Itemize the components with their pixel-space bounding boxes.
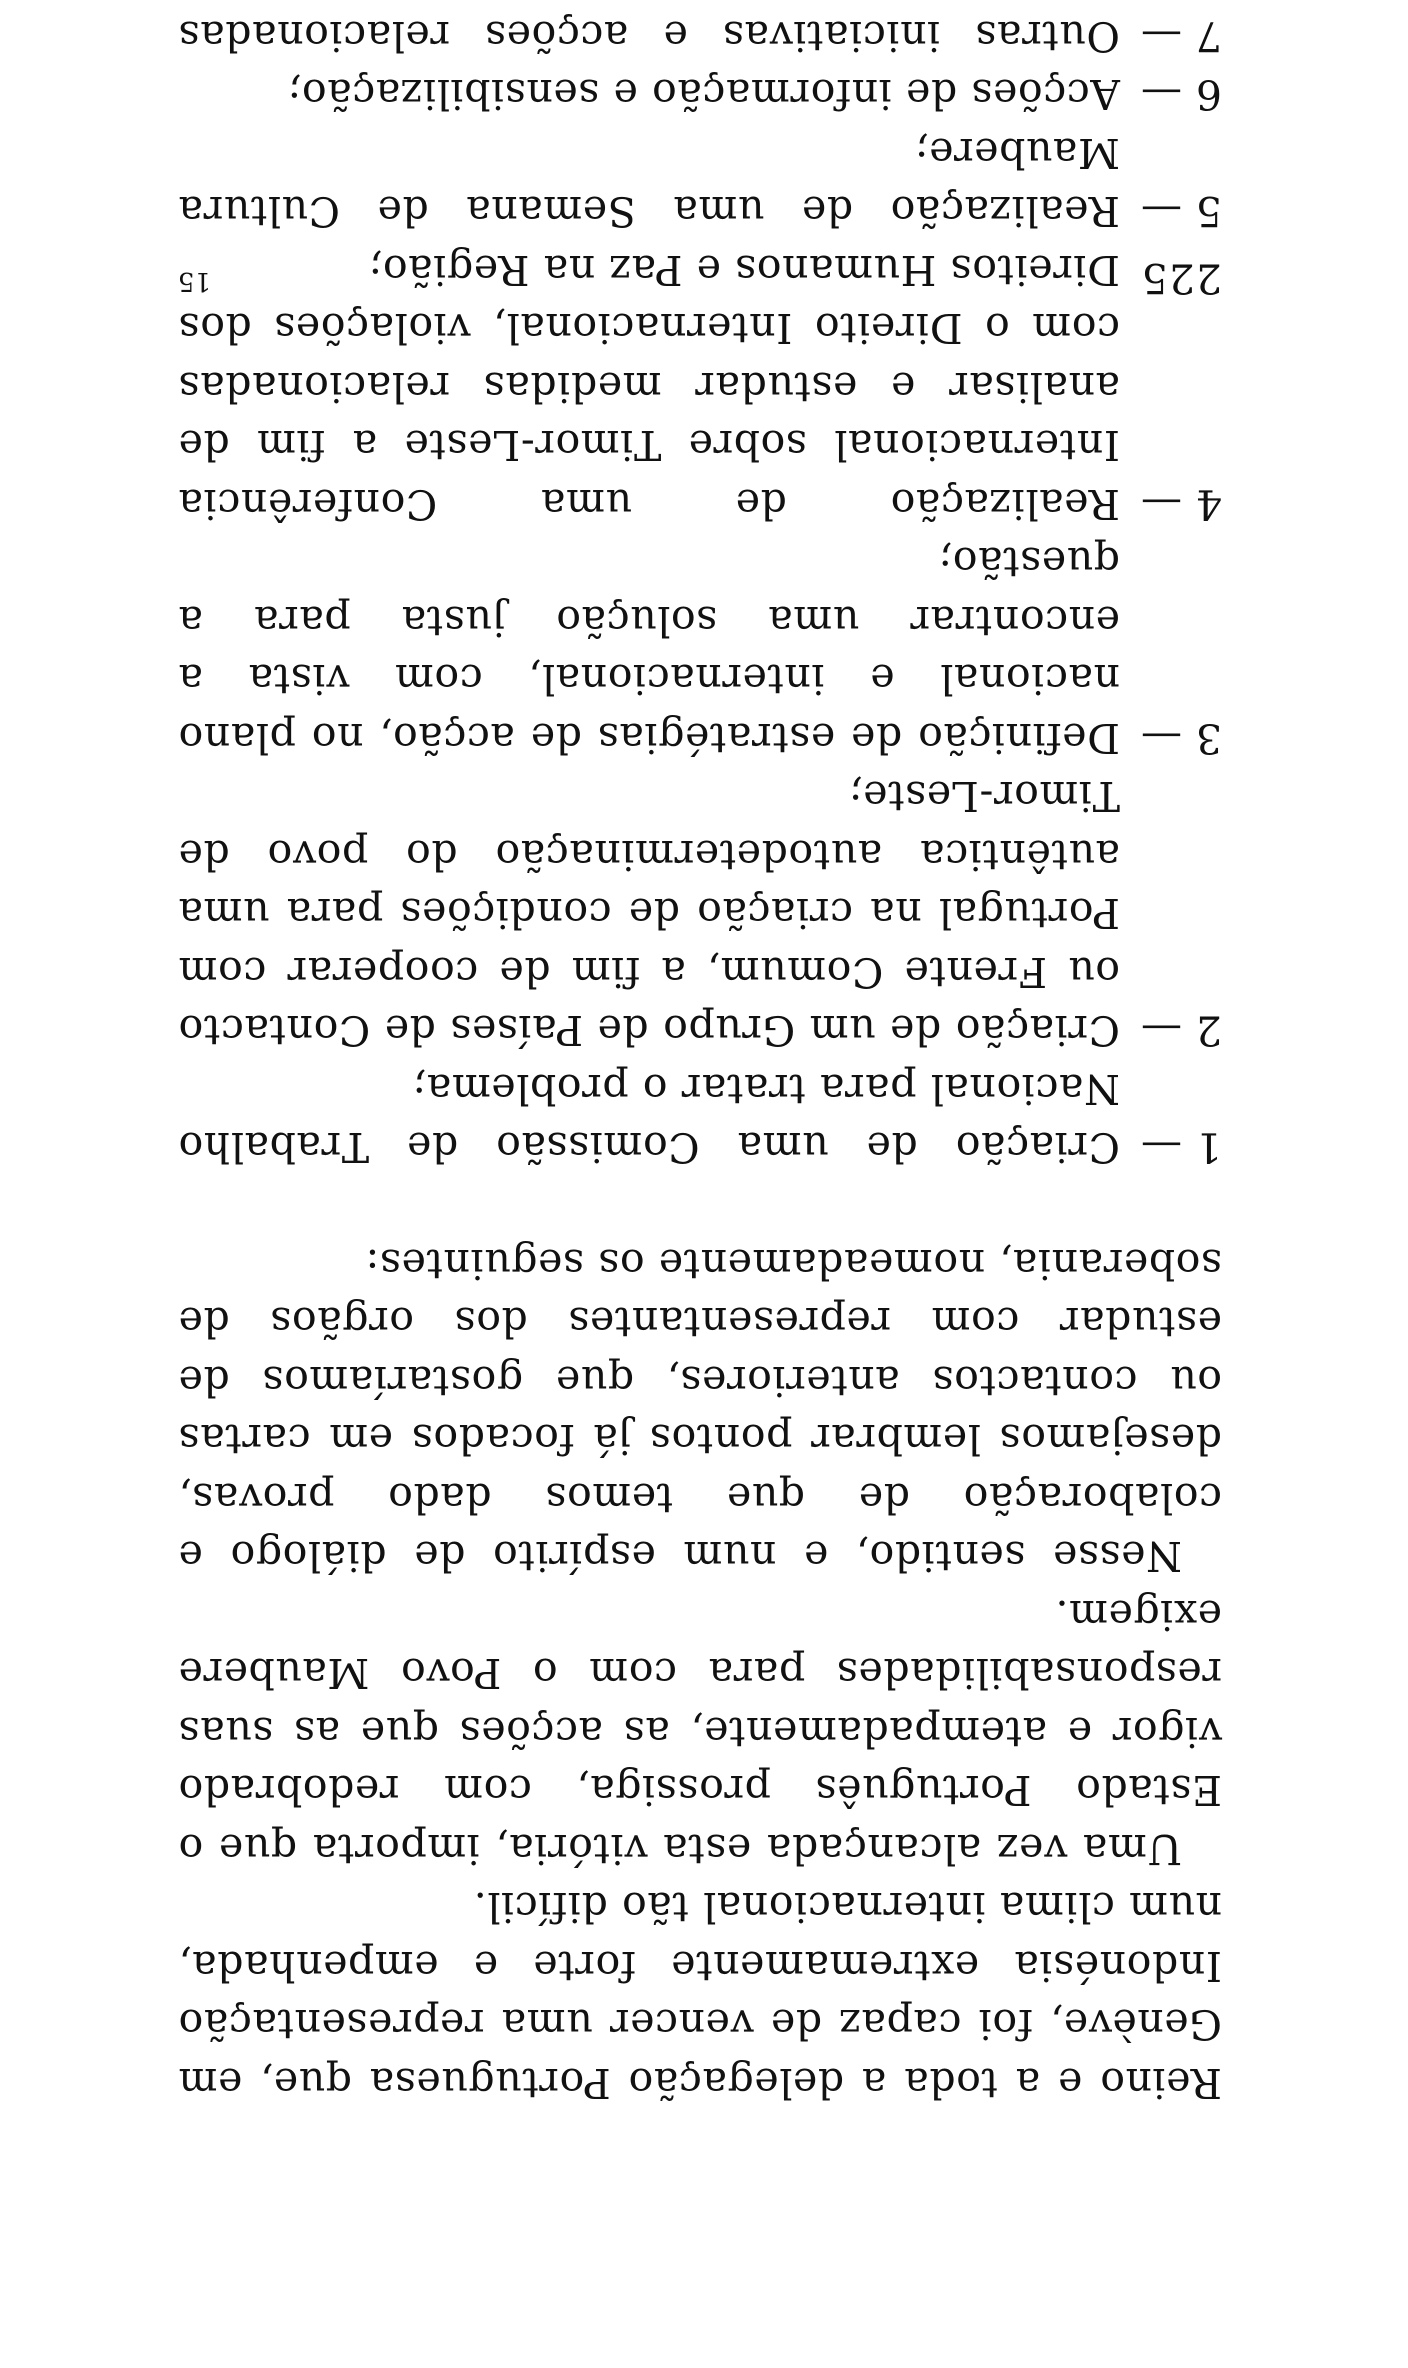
list-item-text: Acções de informação e sensibilização; <box>286 70 1120 119</box>
list-item-dash: — <box>1140 1123 1182 1172</box>
list-item <box>178 65 1222 124</box>
list-item-dash: — <box>1140 12 1182 60</box>
list-item-number: 6 <box>1195 70 1222 119</box>
list-item <box>178 124 1222 241</box>
page-number: 225 <box>1140 254 1222 302</box>
list-item-text: Criação de um Grupo de Países de Contacto ou Frente Comum, a fim de cooperar com Portugal na criação de condições para uma autêntica autodeterminação do povo de Timor-Leste; <box>178 772 1120 1055</box>
list-item-text: Definição de estratégias de acção, no plano nacional e internacional, com vista a encontrar uma solução justa para a questão; <box>178 538 1120 762</box>
list-item <box>178 0 1222 65</box>
list-item-text: Realização de uma Semana de Cultura Maubere; <box>178 129 1120 236</box>
list-item-text: Criação de uma Comissão de Trabalho Nacional para tratar o problema; <box>178 1065 1120 1172</box>
list-item-text: Outras iniciativas e acções relacionadas <box>178 12 1120 60</box>
list-item-dash: — <box>1140 1006 1182 1055</box>
list-item-number: 4 <box>1195 480 1222 528</box>
paragraph: Nesse sentido, e num espírito de diálogo e colaboração de que temos dado provas, desejamos lembrar pontos já focados em cartas ou contactos anteriores, que gostaríamos de estudar com representantes dos orgãos de soberania, nomeadamente os seguintes: <box>178 1240 1222 1581</box>
list-item-number: 7 <box>1195 12 1222 60</box>
list-item <box>178 1060 1222 1177</box>
list-item <box>178 533 1222 767</box>
paragraph: Reino e a toda a delegação Portuguesa que, em Genève, foi capaz de vencer uma representação Indonésia extremamente forte e empenhada, num clima internacional tão difícil. <box>178 1883 1222 2107</box>
list-item-dash: — <box>1140 70 1182 119</box>
page-body <box>178 0 1222 2112</box>
numbered-list <box>178 0 1222 1177</box>
list-item <box>178 767 1222 1060</box>
list-item-number: 3 <box>1195 714 1222 762</box>
list-item-number: 1 <box>1195 1123 1222 1172</box>
list-item-dash: — <box>1140 187 1182 236</box>
list-item-dash: — <box>1140 480 1182 528</box>
list-item-number: 2 <box>1195 1006 1222 1055</box>
list-item-dash: — <box>1140 714 1182 762</box>
paragraph: Uma vez alcançada esta vitória, importa que o Estado Português prossiga, com redobrado vigor e atempadamente, as acções que as suas responsabilidades para com o Povo Maubere exigem. <box>178 1591 1222 1873</box>
page-footer <box>178 252 1222 302</box>
list-item-number: 5 <box>1195 187 1222 236</box>
signature-mark: 15 <box>178 266 212 296</box>
list-item-text: Realização de uma Conferência Internacional sobre Timor-Leste a fim de analisar e estudar medidas relacionadas com o Direito Internacional, violações dos Direitos Humanos e Paz na Região; <box>178 246 1120 528</box>
